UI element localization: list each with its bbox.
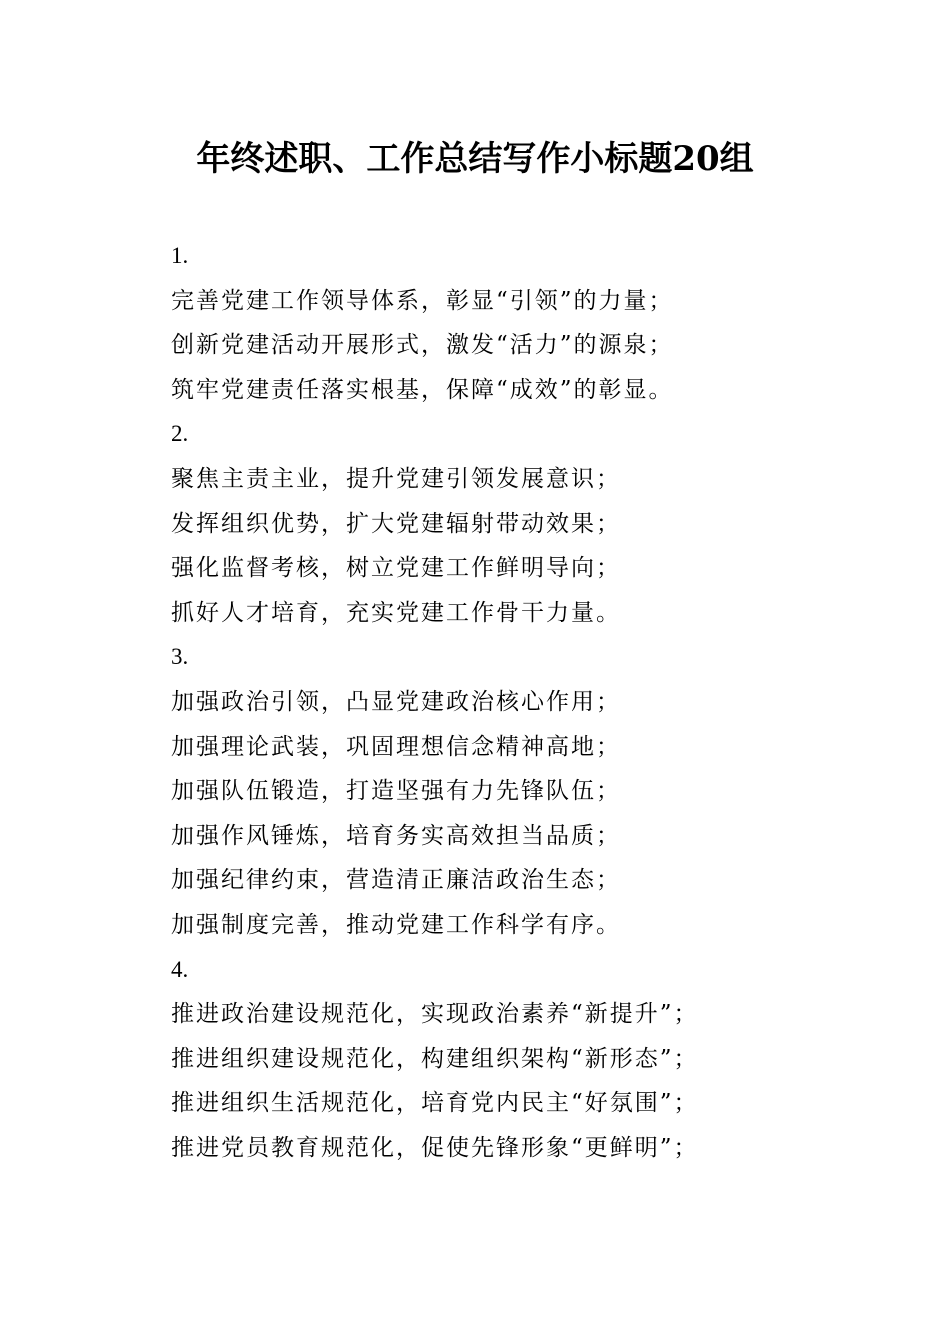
paragraph-line: 完善党建工作领导体系，彰显“引领”的力量；: [171, 287, 674, 314]
paragraph-line: 加强理论武装，巩固理想信念精神高地；: [171, 733, 621, 760]
section-number: 3.: [171, 644, 189, 670]
paragraph-line: 抓好人才培育，充实党建工作骨干力量。: [171, 599, 621, 626]
paragraph-line: 推进组织生活规范化，培育党内民主“好氛围”；: [171, 1090, 699, 1117]
document-body: [171, 234, 891, 1170]
paragraph-line: 加强制度完善，推动党建工作科学有序。: [171, 911, 621, 938]
paragraph-line: 推进政治建设规范化，实现政治素养“新提升”；: [171, 1001, 699, 1028]
paragraph-line: 聚焦主责主业，提升党建引领发展意识；: [171, 465, 621, 492]
document-title: 年终述职、工作总结写作小标题20组: [196, 139, 754, 179]
paragraph-line: 推进组织建设规范化，构建组织架构“新形态”；: [171, 1045, 699, 1072]
paragraph-line: 筑牢党建责任落实根基，保障“成效”的彰显。: [171, 376, 674, 403]
paragraph-line: 加强政治引领，凸显党建政治核心作用；: [171, 688, 621, 715]
section-number: 4.: [171, 956, 189, 982]
paragraph-line: 创新党建活动开展形式，激发“活力”的源泉；: [171, 332, 674, 359]
paragraph-line: 加强纪律约束，营造清正廉洁政治生态；: [171, 867, 621, 894]
paragraph-line: 加强队伍锻造，打造坚强有力先锋队伍；: [171, 778, 621, 805]
section-number: 2.: [171, 421, 189, 447]
paragraph-line: 强化监督考核，树立党建工作鲜明导向；: [171, 555, 621, 582]
paragraph-line: 发挥组织优势，扩大党建辐射带动效果；: [171, 510, 621, 537]
paragraph-line: 推进党员教育规范化，促使先锋形象“更鲜明”；: [171, 1134, 699, 1161]
paragraph-line: 加强作风锤炼，培育务实高效担当品质；: [171, 822, 621, 849]
section-number: 1.: [171, 243, 189, 268]
